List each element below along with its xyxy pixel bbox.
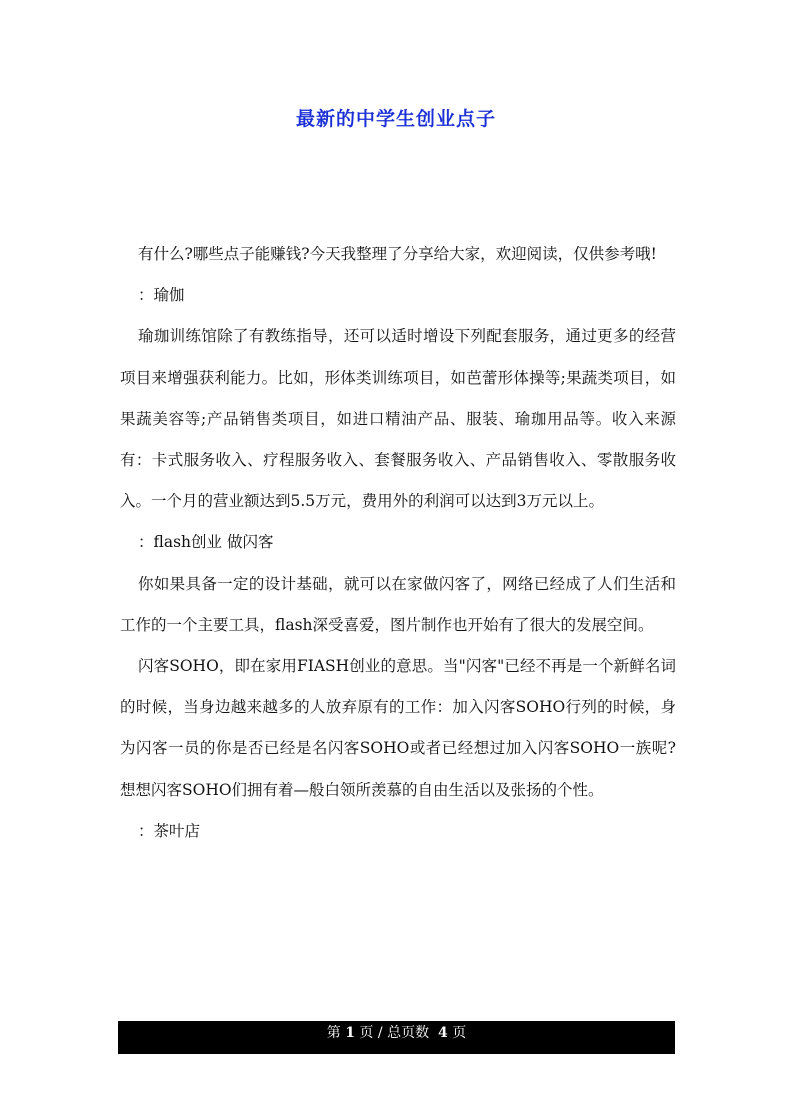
page-title: 最新的中学生创业点子 — [295, 108, 496, 130]
section-heading-yoga: ：瑜伽 — [138, 286, 185, 305]
page-prefix: 第 — [326, 1025, 341, 1041]
page-footer — [118, 1021, 675, 1054]
page-middle-text: 页 / 总页数 — [359, 1025, 430, 1041]
page-suffix: 页 — [452, 1025, 467, 1041]
total-pages-number: 4 — [437, 1025, 448, 1041]
yoga-paragraph: 瑜珈训练馆除了有教练指导，还可以适时增设下列配套服务，通过更多的经营项目来增强获利能力。比如，形体类训练项目，如芭蕾形体操等;果蔬类项目，如果蔬美容等;产品销售类项目，如进口精油产品、服装、瑜珈用品等。收入来源有：卡式服务收入、疗程服务收入、套餐服务收入、产品销售收入、零散服务收入。一个月的营业额达到5.5万元，费用外的利润可以达到3万元以上。 — [120, 327, 676, 511]
current-page-number: 1 — [345, 1025, 355, 1041]
section-heading-flash: ：flash创业 做闪客 — [138, 533, 274, 552]
intro-paragraph: 有什么?哪些点子能赚钱?今天我整理了分享给大家，欢迎阅读，仅供参考哦! — [138, 245, 657, 263]
flash-paragraph-2: 闪客SOHO，即在家用FIASH创业的意思。当"闪客"已经不再是一个新鲜名词的时候，当身边越来越多的人放弃原有的工作：加入闪客SOHO行列的时候，身为闪客一员的你是否已经是名闪客SOHO或者已经想过加入闪客SOHO一族呢?想想闪客SOHO们拥有着—般白领所羡慕的自由生活以及张扬的个性。 — [120, 657, 676, 799]
document-body — [120, 234, 676, 852]
section-heading-tea-shop: ：茶叶店 — [138, 821, 201, 840]
flash-paragraph-1: 你如果具备一定的设计基础，就可以在家做闪客了，网络已经成了人们生活和工作的一个主要工具，flash深受喜爱，图片制作也开始有了很大的发展空间。 — [120, 574, 676, 634]
